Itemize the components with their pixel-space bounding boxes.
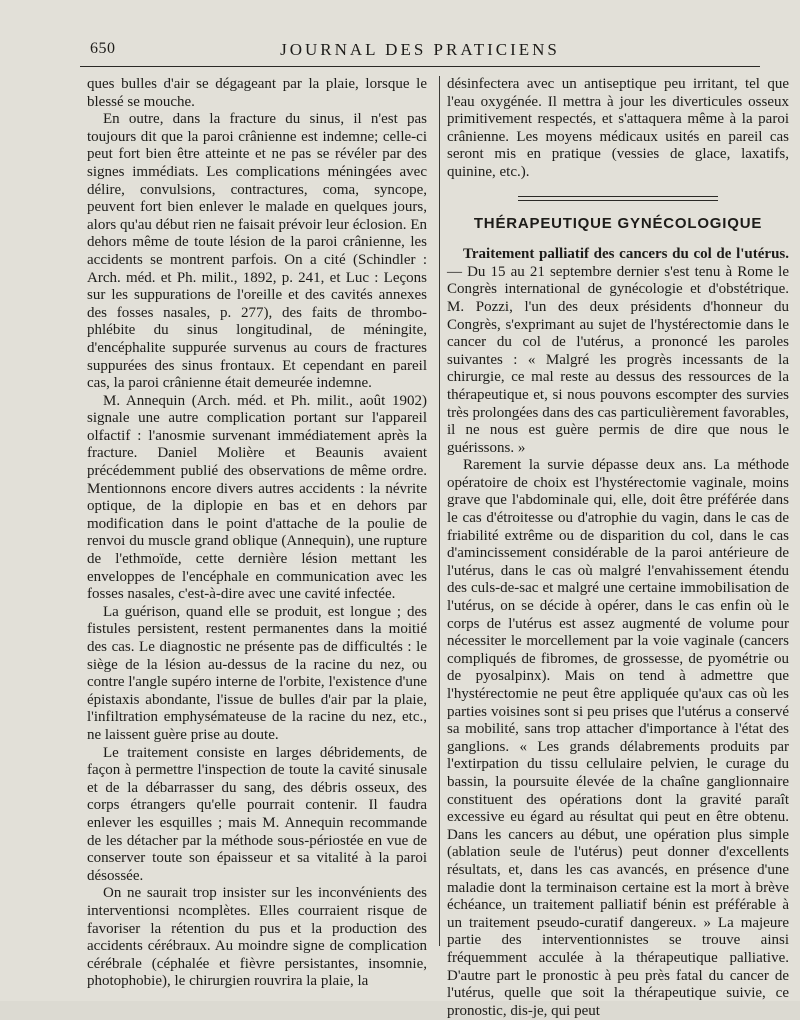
left-column [87,76,427,991]
paragraph: Rarement la survie dépasse deux ans. La méthode opératoire de choix est l'hystérectomie vaginale, moins grave que l'abdominale qui, elle, doit être préférée dans le cas d'étroitesse ou d'atrophie du vagin, dans le cas de friabilité extrême ou de disparition du col, dans le cas d'amincissement considérable de la paroi antérieure de l'utérus, dans le cas où malgré l'envahissement étendu des culs-de-sac et malgré une certaine immobilisation de l'utérus, on se décide à opérer, dans le cas enfin où le corps de l'utérus est assez augmenté de volume pour nécessiter le morcellement par la voie vaginale (cancers compliqués de fibromes, de grossesse, de pyométrie ou de pyosalpinx). Mais on tend à admettre que l'hystérectomie ne peut être appliquée qu'aux cas où les parties voisines sont si peu prises que l'utérus a conservé sa mobilité, sans trop attacher d'importance à l'état des ganglions. « Les grands délabrements produits par l'extirpation du tissu cellulaire pelvien, le curage du bassin, la poursuite élevée de la chaîne ganglionnaire constituent des opérations dont la gravité paraît excessive eu égard au résultat qui peut en être obtenu. Dans les cancers au début, une opération plus simple (ablation seule de l'utérus) peut donner d'excellents résultats, et, dans les cas avancés, en présence d'une maladie dont la terminaison certaine est la mort à brève échéance, un traitement palliatif bénin est préférable à un traitement pseudo-curatif dangereux. » La majeure partie des interventionnistes se trouve ainsi fréquemment acculée à la thérapeutique palliative. D'autre part le pronostic à peu près fatal du cancer de l'utérus, quelle que soit la thérapeutique suivie, ce pronostic, dis-je, qui peut [447,457,789,1019]
paragraph: En outre, dans la fracture du sinus, il n'est pas toujours dit que la paroi crânienne est indemne; celle-ci peut fort bien être atteinte et ne pas se révéler par des signes immédiats. Les complications méningées avec délire, convulsions, contractures, coma, syncope, peuvent fort bien enlever le malade en quelques jours, alors qu'au début rien ne faisait prévoir leur éclosion. En dehors même de toute lésion de la paroi crânienne, les accidents se montrent parfois. On a cité (Schindler : Arch. méd. et Ph. milit., 1892, p. 241, et Luc : Leçons sur les suppurations de l'oreille et des cavités annexes des fosses nasales, p. 277), des faits de thrombo-phlébite du sinus longitudinal, de méningite, d'encéphalite suppurée survenus au cours de fractures suppurées des sinus frontaux. Et cependant en pareil cas, la paroi crânienne était demeurée indemne. [87,111,427,392]
article-intro: — Du 15 au 21 septembre dernier s'est tenu à Rome le Congrès international de gynécologie et d'obstétrique. M. Pozzi, l'un des deux présidents d'honneur du Congrès, s'exprimant au sujet de l'hystérectomie dans le cancer du col de l'utérus, a prononcé les paroles suivantes : « Malgré les progrès incessants de la chirurgie, ce mal reste au dessus des ressources de la thérapeutique et, si nous pouvons escompter des survies très prolongées dans des cas particulièrement favorables, il ne nous est guère permis de dire que nous le guérissons. » [447,263,789,456]
paragraph: On ne saurait trop insister sur les inconvénients des interventionsi ncomplètes. Elles courraient risque de favoriser la rétention du pus et la production des accidents cérébraux. Au moindre signe de complication cérébrale (céphalée et fièvre persistantes, insomnie, photophobie), le chirurgien rouvrira la plaie, la [87,885,427,990]
paragraph: ques bulles d'air se dégageant par la plaie, lorsque le blessé se mouche. [87,76,427,110]
article-paragraph [447,246,789,457]
paragraph: M. Annequin (Arch. méd. et Ph. milit., août 1902) signale une autre complication portant sur l'appareil olfactif : l'anosmie survenant immédiatement après la fracture. Daniel Molière et Beaunis avaient précédemment publié des observations de même ordre. Mentionnons encore divers autres accidents : la névrite optique, de la diplopie en bas et en dehors par modification dans le point d'attache de la poulie de renvoi du muscle grand oblique (Annequin), une rupture de l'ethmoïde, cette dernière lésion mettant les enveloppes de l'encéphale en communication avec les fosses nasales, c'est-à-dire avec une cavité infectée. [87,392,427,603]
right-column [447,76,789,1020]
page-number: 650 [90,40,116,57]
page-header [80,40,760,66]
running-title: JOURNAL DES PRATICIENS [280,40,560,59]
paragraph: désinfectera avec un antiseptique peu irritant, tel que l'eau oxygénée. Il mettra à jour les diverticules osseux primitivement respectés, et s'attaquera même à la paroi crânienne. Les moyens médicaux usités en pareil cas seront mis en pratique (vessies de glace, laxatifs, quinine, etc.). [447,76,789,180]
section-rule [518,196,718,197]
column-divider [439,76,440,946]
paragraph: La guérison, quand elle se produit, est longue ; des fistules persistent, restent permanentes dans la moitié des cas. Le diagnostic ne présente pas de difficultés : le siège de la lésion au-dessus de la racine du nez, ou contre l'angle supéro interne de l'orbite, l'existence d'une épistaxis abondante, l'issue de bulles d'air par la plaie, l'infiltration emphysémateuse de la racine du nez, etc., ne laissent guère prise au doute. [87,603,427,743]
header-rule [80,66,760,67]
article-title: Traitement palliatif des cancers du col de l'utérus. [463,246,789,263]
paragraph: Le traitement consiste en larges débridements, de façon à permettre l'inspection de toute la cavité sinusale et de la débarrasser du sang, des débris osseux, des corps étrangers qu'elle pourrait contenir. Il faudra enlever les esquilles ; mais M. Annequin recommande de les détacher par la méthode sous-périostée en vue de conserver toute son épaisseur et sa vitalité à la paroi désossée. [87,744,427,884]
section-rule [518,200,718,201]
section-title: THÉRAPEUTIQUE GYNÉCOLOGIQUE [473,214,763,232]
